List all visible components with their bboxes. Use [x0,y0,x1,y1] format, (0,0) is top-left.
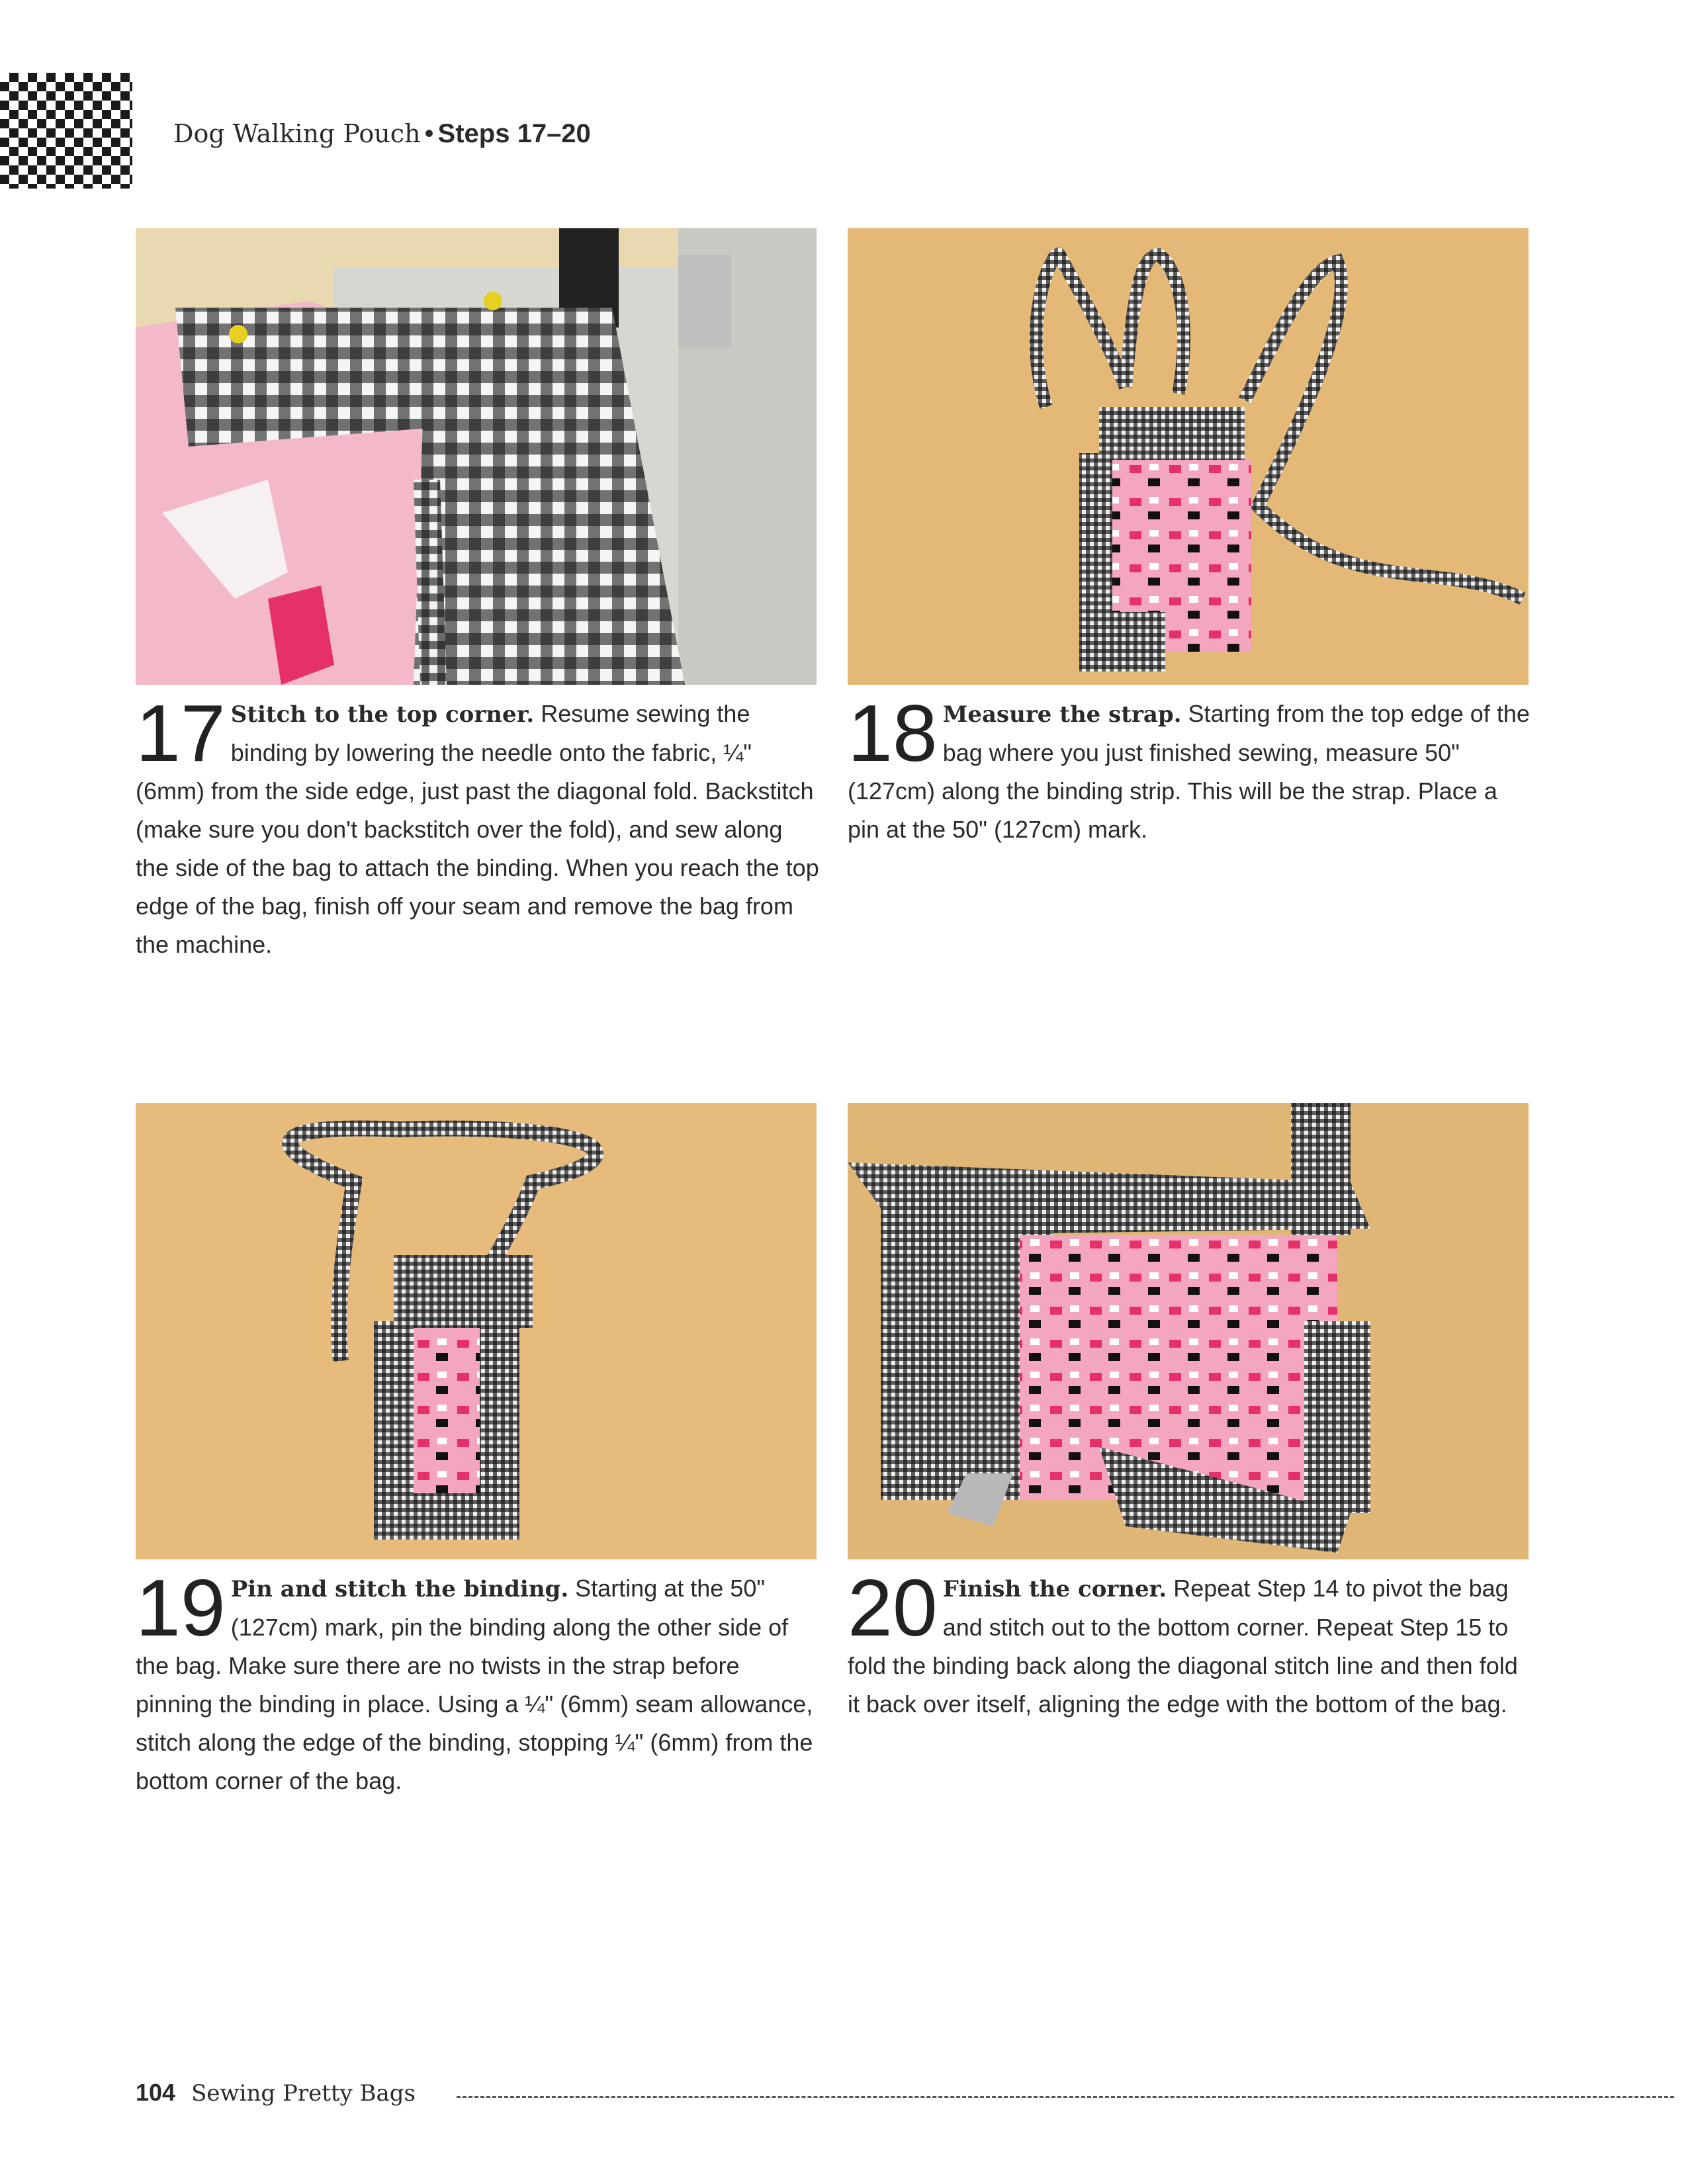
photo-step-18 [848,228,1529,685]
step-lead: Pin and stitch the binding. [230,1576,569,1602]
step-lead: Measure the strap. [942,701,1182,728]
houndstooth-pattern-decoration [0,73,132,189]
step-18 [848,688,1533,849]
chapter-title: Dog Walking Pouch [173,119,421,148]
step-number: 18 [848,688,938,778]
step-body: Resume sewing the binding by lowering the needle onto the fabric, ¼" (6mm) from the side edge, just past the diagonal fold. Backstitch (make sure you don't backstitch over the fold), and sew along the side of the bag to attach the binding. When you reach the top edge of the bag, finish off your seam and remove the bag from the machine. [136,700,819,958]
step-body: Starting at the 50" (127cm) mark, pin the binding along the other side of the bag. Make sure there are no twists in the strap before pinning the binding in place. Using a ¼" (6mm) seam allowance, stitch along the edge of the binding, stopping ¼" (6mm) from the bottom corner of the bag. [136,1575,813,1794]
page-footer [136,2079,416,2107]
step-20 [848,1563,1533,1724]
step-19 [136,1563,821,1800]
step-number: 17 [136,688,226,778]
photo-step-19 [136,1103,817,1559]
step-body: Repeat Step 14 to pivot the bag and stitch out to the bottom corner. Repeat Step 15 to fold the binding back along the diagonal stitch line and then fold it back over itself, aligning the edge with the bottom of the bag. [848,1575,1518,1718]
step-number: 19 [136,1563,226,1653]
step-number: 20 [848,1563,938,1653]
book-title: Sewing Pretty Bags [191,2080,416,2107]
steps-range: Steps 17–20 [437,119,591,148]
photo-step-17 [136,228,817,685]
photo-step-20 [848,1103,1529,1559]
step-lead: Stitch to the top corner. [230,701,535,728]
footer-dashed-rule [457,2096,1674,2098]
header-bullet: • [424,119,434,148]
step-body: Starting from the top edge of the bag where you just finished sewing, measure 50" (127cm) along the binding strip. This will be the strap. Place a pin at the 50" (127cm) mark. [848,700,1530,843]
page-header [173,119,591,149]
page-number: 104 [136,2079,176,2106]
step-lead: Finish the corner. [942,1576,1167,1602]
step-17 [136,688,821,964]
